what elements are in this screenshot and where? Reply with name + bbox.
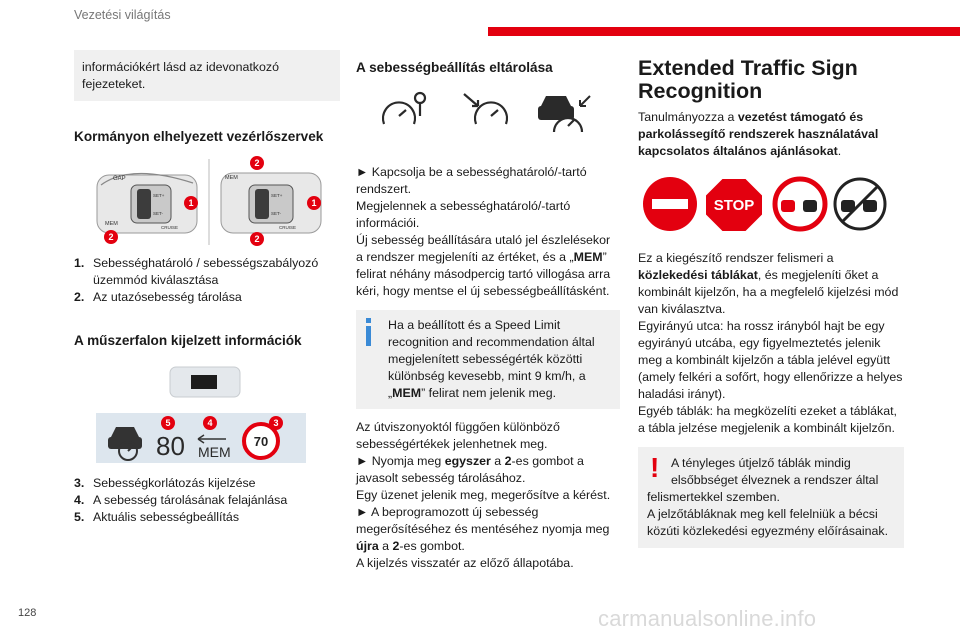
callout-2-right-bottom: 2	[254, 234, 260, 244]
mem-label-left: MEM	[105, 221, 118, 227]
speed-storage-heading: A sebességbeállítás eltárolása	[356, 60, 553, 75]
cluster-info-heading: A műszerfalon kijelzett információk	[74, 333, 302, 348]
mode-icons-row	[380, 90, 620, 134]
callout-4: 4	[207, 418, 213, 428]
paragraph-6: Egy üzenet jelenik meg, megerősítve a kérést.	[356, 488, 611, 502]
instruction-7: ► A beprogramozott új sebesség megerősítéséhez és mentéséhez nyomja meg újra a 2-es gombot.	[356, 505, 610, 553]
callout-2-left: 2	[108, 232, 114, 242]
set-minus-label-right: SET-	[271, 211, 282, 216]
mem-indicator: MEM	[198, 444, 231, 460]
cruise-label-left: CRUISE	[161, 225, 179, 230]
current-speed-value: 80	[156, 431, 185, 461]
cluster-items-list	[74, 475, 340, 526]
cluster-display-figure	[96, 365, 340, 465]
section-title: Vezetési világítás	[74, 8, 171, 22]
set-plus-label-right: SET+	[271, 193, 283, 198]
gap-label: GAP	[113, 176, 126, 182]
callout-2-right-top: 2	[254, 158, 260, 168]
info-note-text: Ha a beállított és a Speed Limit recognition and recommendation által megjelenített sebességérték közötti különbség kevesebb, mint 9 km/h, a „MEM” felirat nem jelenik meg.	[388, 318, 595, 400]
no-overtaking-sign-icon	[775, 179, 825, 229]
warning-text-1: A tényleges útjelző táblák mindig elsőbbséget élveznek a rendszer által	[671, 456, 879, 487]
list-item: 2. Az utazósebesség tárolása	[74, 290, 242, 304]
column-left	[74, 50, 340, 526]
steering-controls-heading: Kormányon elhelyezett vezérlőszervek	[74, 129, 324, 144]
stop-sign-text: STOP	[713, 197, 755, 214]
paragraph-2: Megjelennek a sebességhatároló/-tartó információi.	[356, 199, 571, 230]
warning-text-1b: felismertekkel szemben.	[647, 490, 780, 504]
column-middle	[356, 50, 620, 572]
paragraph-1: Ez a kiegészítő rendszer felismeri a közlekedési táblákat, és megjeleníti őket a kombinált kijelzőn, ha a megfelelő kijelzési mód van kiválasztva.	[638, 251, 899, 316]
set-minus-label-left: SET-	[153, 211, 164, 216]
traffic-sign-recognition-heading: Extended Traffic Sign Recognition	[638, 56, 858, 103]
steering-items-list	[74, 255, 340, 306]
stop-sign-icon	[705, 178, 763, 232]
end-of-no-overtaking-sign-icon	[835, 179, 885, 229]
paragraph-3: Egyéb táblák: ha megközelíti ezeket a táblákat, a tábla jelzése megjelenik a kombinált kijelzőn.	[638, 404, 897, 435]
set-plus-label-left: SET+	[153, 193, 165, 198]
no-entry-sign-icon	[643, 177, 697, 231]
mem-label-right: MEM	[225, 175, 238, 181]
column-right	[638, 50, 904, 548]
paragraph-2: Egyirányú utca: ha rossz irányból hajt be egy egyirányú utcába, egy figyelmeztetés jelenik meg a kombinált kijelzőn a tábla jelével együtt (amely felkéri a sofőrt, hogy ellenőrizze a helyes haladási irányt).	[638, 319, 903, 401]
instruction-5: ► Nyomja meg egyszer a 2-es gombot a javasolt sebesség tárolásához.	[356, 454, 584, 485]
speed-limiter-icon	[383, 93, 425, 124]
instruction-1: ► Kapcsolja be a sebességhatároló/-tartó rendszert.	[356, 165, 587, 196]
warning-note-box	[638, 447, 904, 548]
callout-1-right: 1	[311, 198, 317, 208]
traffic-signs-row	[642, 176, 904, 234]
note-box	[74, 50, 340, 101]
info-icon	[365, 318, 372, 346]
adaptive-cruise-icon	[538, 96, 590, 132]
speed-limit-sign-value: 70	[253, 434, 269, 449]
cruise-control-icon	[464, 94, 507, 124]
page-number: 128	[18, 607, 37, 619]
list-item: 5. Aktuális sebességbeállítás	[74, 510, 240, 524]
warning-icon: !	[650, 452, 660, 483]
intro-paragraph: Tanulmányozza a vezetést támogató és parkolássegítő rendszerek használatával kapcsolatos általános ajánlásokat.	[638, 110, 879, 158]
list-item: 4. A sebesség tárolásának felajánlása	[74, 493, 288, 507]
list-item: 3. Sebességkorlátozás kijelzése	[74, 476, 256, 490]
paragraph-4: Az útviszonyoktól függően különböző sebességértékek jelenhetnek meg.	[356, 420, 560, 451]
cruise-label-right: CRUISE	[279, 225, 297, 230]
warning-text-2: A jelzőtábláknak meg kell felelniük a bécsi közúti közlekedési egyezmény előírásainak.	[647, 507, 889, 538]
callout-3: 3	[273, 418, 279, 428]
header-accent-bar	[488, 27, 960, 36]
paragraph-3: Új sebesség beállítására utaló jel észlelésekor a rendszer megjeleníti az értéket, és a „MEM” felirat néhány másodpercig tartó villogása arra kéri, hogy mentse el új sebességbeállításként.	[356, 233, 611, 298]
callout-5: 5	[165, 418, 171, 428]
info-note-box	[356, 310, 620, 409]
watermark: carmanualsonline.info	[598, 606, 817, 631]
paragraph-8: A kijelzés visszatér az előző állapotába.	[356, 556, 574, 570]
list-item: 1. Sebességhatároló / sebességszabályozó üzemmód kiválasztása	[74, 256, 319, 287]
callout-1-left: 1	[188, 198, 194, 208]
steering-controls-figure	[91, 155, 340, 247]
note-text: információkért lásd az idevonatkozó fejezeteket.	[82, 60, 279, 91]
